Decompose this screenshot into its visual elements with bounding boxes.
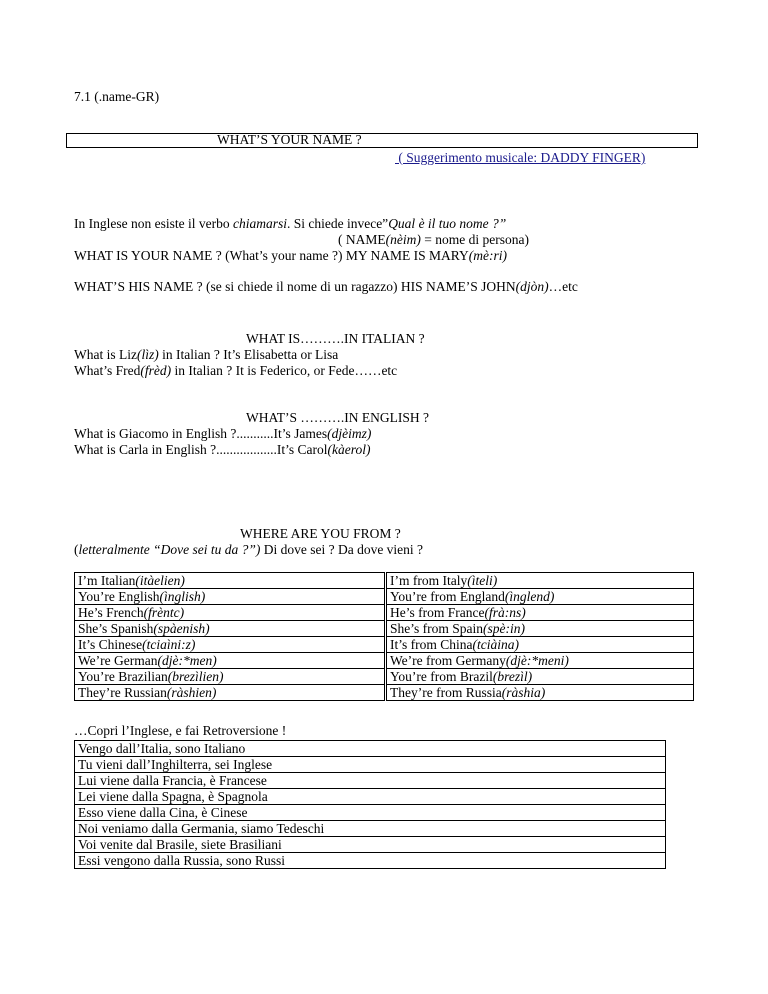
country-cell (387, 669, 694, 685)
table-row (75, 789, 666, 805)
table-row (75, 821, 666, 837)
table-row (387, 573, 694, 589)
nationality-cell (75, 621, 385, 637)
nationality-text: It’s Chinese (78, 637, 143, 652)
nationality-cell (75, 653, 385, 669)
pronunciation: (tciàina) (472, 637, 519, 652)
english-heading: WHAT’S ……….IN ENGLISH ? (246, 410, 429, 425)
table-row (75, 573, 385, 589)
translation-cell: Tu vieni dall’Inghilterra, sei Inglese (75, 757, 666, 773)
nationality-text: You’re English (78, 589, 160, 604)
country-cell (387, 621, 694, 637)
pronunciation: (ìnglish) (159, 589, 206, 604)
intro-italic: Qual è il tuo nome ?” (388, 216, 507, 231)
translation-cell: Noi veniamo dalla Germania, siamo Tedeschi (75, 821, 666, 837)
pronunciation: (ràshien) (166, 685, 217, 700)
nationality-text: We’re German (78, 653, 158, 668)
pronunciation: (tciaìni:z) (142, 637, 196, 652)
title-box (66, 133, 698, 148)
english-line-2 (74, 442, 370, 458)
table-row (75, 685, 385, 701)
pronunciation: (ràshia) (501, 685, 546, 700)
table-row (75, 773, 666, 789)
pronunciation: (brezìlien) (167, 669, 224, 684)
translation-cell: Vengo dall’Italia, sono Italiano (75, 741, 666, 757)
table-row (75, 837, 666, 853)
intro-italic: (mè:ri) (468, 248, 507, 263)
pronunciation: (djèimz) (327, 426, 372, 441)
country-cell (387, 573, 694, 589)
intro-italic: chiamarsi (232, 216, 287, 231)
nationality-cell (75, 573, 385, 589)
country-text: They’re from Russia (390, 685, 502, 700)
table-row (387, 605, 694, 621)
music-hint-link[interactable]: ( Suggerimento musicale: DADDY FINGER) (395, 150, 646, 165)
pronunciation: (frèd) (140, 363, 172, 378)
translation-heading: …Copri l’Inglese, e fai Retroversione ! (74, 723, 287, 738)
nationality-cell (75, 637, 385, 653)
country-text: You’re from England (390, 589, 505, 604)
pronunciation: (kàerol) (327, 442, 371, 457)
italian-heading: WHAT IS……….IN ITALIAN ? (246, 331, 425, 346)
intro-text: WHAT’S HIS NAME ? (se si chiede il nome di un ragazzo) HIS NAME’S JOHN (74, 279, 516, 294)
pronunciation: (frèntc) (143, 605, 185, 620)
pronunciation: (frà:ns) (484, 605, 526, 620)
italian-line-1 (74, 347, 338, 363)
country-text: You’re from Brazil (390, 669, 493, 684)
text: ( (74, 542, 79, 557)
translation-table (74, 740, 666, 869)
english-line-1 (74, 426, 371, 442)
pronunciation: (ìnglend) (504, 589, 555, 604)
table-row (387, 637, 694, 653)
table-row (75, 757, 666, 773)
pronunciation: (ìteli) (467, 573, 498, 588)
translation-cell: Voi venite dal Brasile, siete Brasiliani (75, 837, 666, 853)
intro-italic: (djòn) (515, 279, 549, 294)
text: Di dove sei ? Da dove vieni ? (260, 542, 424, 557)
table-row (75, 741, 666, 757)
where-subtitle (74, 542, 423, 558)
pronunciation: (spè:in) (483, 621, 525, 636)
pronunciation: (itàelien) (135, 573, 185, 588)
nationality-cell (75, 605, 385, 621)
table-row (75, 637, 385, 653)
table-row (75, 589, 385, 605)
page-header: 7.1 (.name-GR) (74, 89, 160, 104)
table-row (387, 653, 694, 669)
text: What is Liz (74, 347, 137, 362)
nationality-text: She’s Spanish (78, 621, 154, 636)
intro-text: ( NAME (338, 232, 386, 247)
text: in Italian ? It is Federico, or Fede……etc (171, 363, 398, 378)
nationality-text: They’re Russian (78, 685, 167, 700)
intro-line-1 (74, 216, 506, 232)
country-text: She’s from Spain (390, 621, 483, 636)
intro-italic: (nèim) (385, 232, 421, 247)
nationality-cell (75, 669, 385, 685)
country-cell (387, 653, 694, 669)
where-heading: WHERE ARE YOU FROM ? (240, 526, 401, 541)
country-cell (387, 589, 694, 605)
nationality-table-right (386, 572, 694, 701)
italic-text: letteralmente “Dove sei tu da ?”) (78, 542, 261, 557)
table-row (387, 621, 694, 637)
intro-text: WHAT IS YOUR NAME ? (What’s your name ?) MY NAME IS MARY (74, 248, 469, 263)
translation-cell: Lui viene dalla Francia, è Francese (75, 773, 666, 789)
intro-text: In Inglese non esiste il verbo (74, 216, 233, 231)
page-title: WHAT’S YOUR NAME ? (217, 132, 362, 147)
table-row (387, 589, 694, 605)
text: What is Carla in English ?..................It’s Carol (74, 442, 328, 457)
pronunciation: (djè:*men) (157, 653, 217, 668)
nationality-cell (75, 589, 385, 605)
intro-text: = nome di persona) (420, 232, 529, 247)
table-row (387, 669, 694, 685)
country-text: He’s from France (390, 605, 485, 620)
table-row (75, 669, 385, 685)
italian-line-2 (74, 363, 397, 379)
nationality-table-left (74, 572, 385, 701)
intro-line-4 (74, 279, 578, 295)
country-cell (387, 605, 694, 621)
translation-cell: Essi vengono dalla Russia, sono Russi (75, 853, 666, 869)
intro-line-2 (338, 232, 529, 248)
table-row (387, 685, 694, 701)
intro-line-3 (74, 248, 507, 264)
nationality-cell (75, 685, 385, 701)
country-text: We’re from Germany (390, 653, 506, 668)
nationality-text: He’s French (78, 605, 144, 620)
table-row (75, 653, 385, 669)
text: in Italian ? It’s Elisabetta or Lisa (158, 347, 339, 362)
table-row (75, 853, 666, 869)
table-row (75, 805, 666, 821)
table-row (75, 621, 385, 637)
pronunciation: (spàenish) (153, 621, 210, 636)
nationality-text: I’m Italian (78, 573, 136, 588)
text: What’s Fred (74, 363, 141, 378)
country-cell (387, 637, 694, 653)
text: What is Giacomo in English ?...........It’s James (74, 426, 328, 441)
intro-text: …etc (548, 279, 578, 294)
intro-text: . Si chiede invece” (286, 216, 389, 231)
country-text: It’s from China (390, 637, 473, 652)
translation-cell: Esso viene dalla Cina, è Cinese (75, 805, 666, 821)
pronunciation: (djè:*meni) (505, 653, 569, 668)
pronunciation: (lìz) (136, 347, 159, 362)
pronunciation: (brezìl) (492, 669, 533, 684)
translation-cell: Lei viene dalla Spagna, è Spagnola (75, 789, 666, 805)
country-text: I’m from Italy (390, 573, 468, 588)
country-cell (387, 685, 694, 701)
nationality-text: You’re Brazilian (78, 669, 168, 684)
table-row (75, 605, 385, 621)
